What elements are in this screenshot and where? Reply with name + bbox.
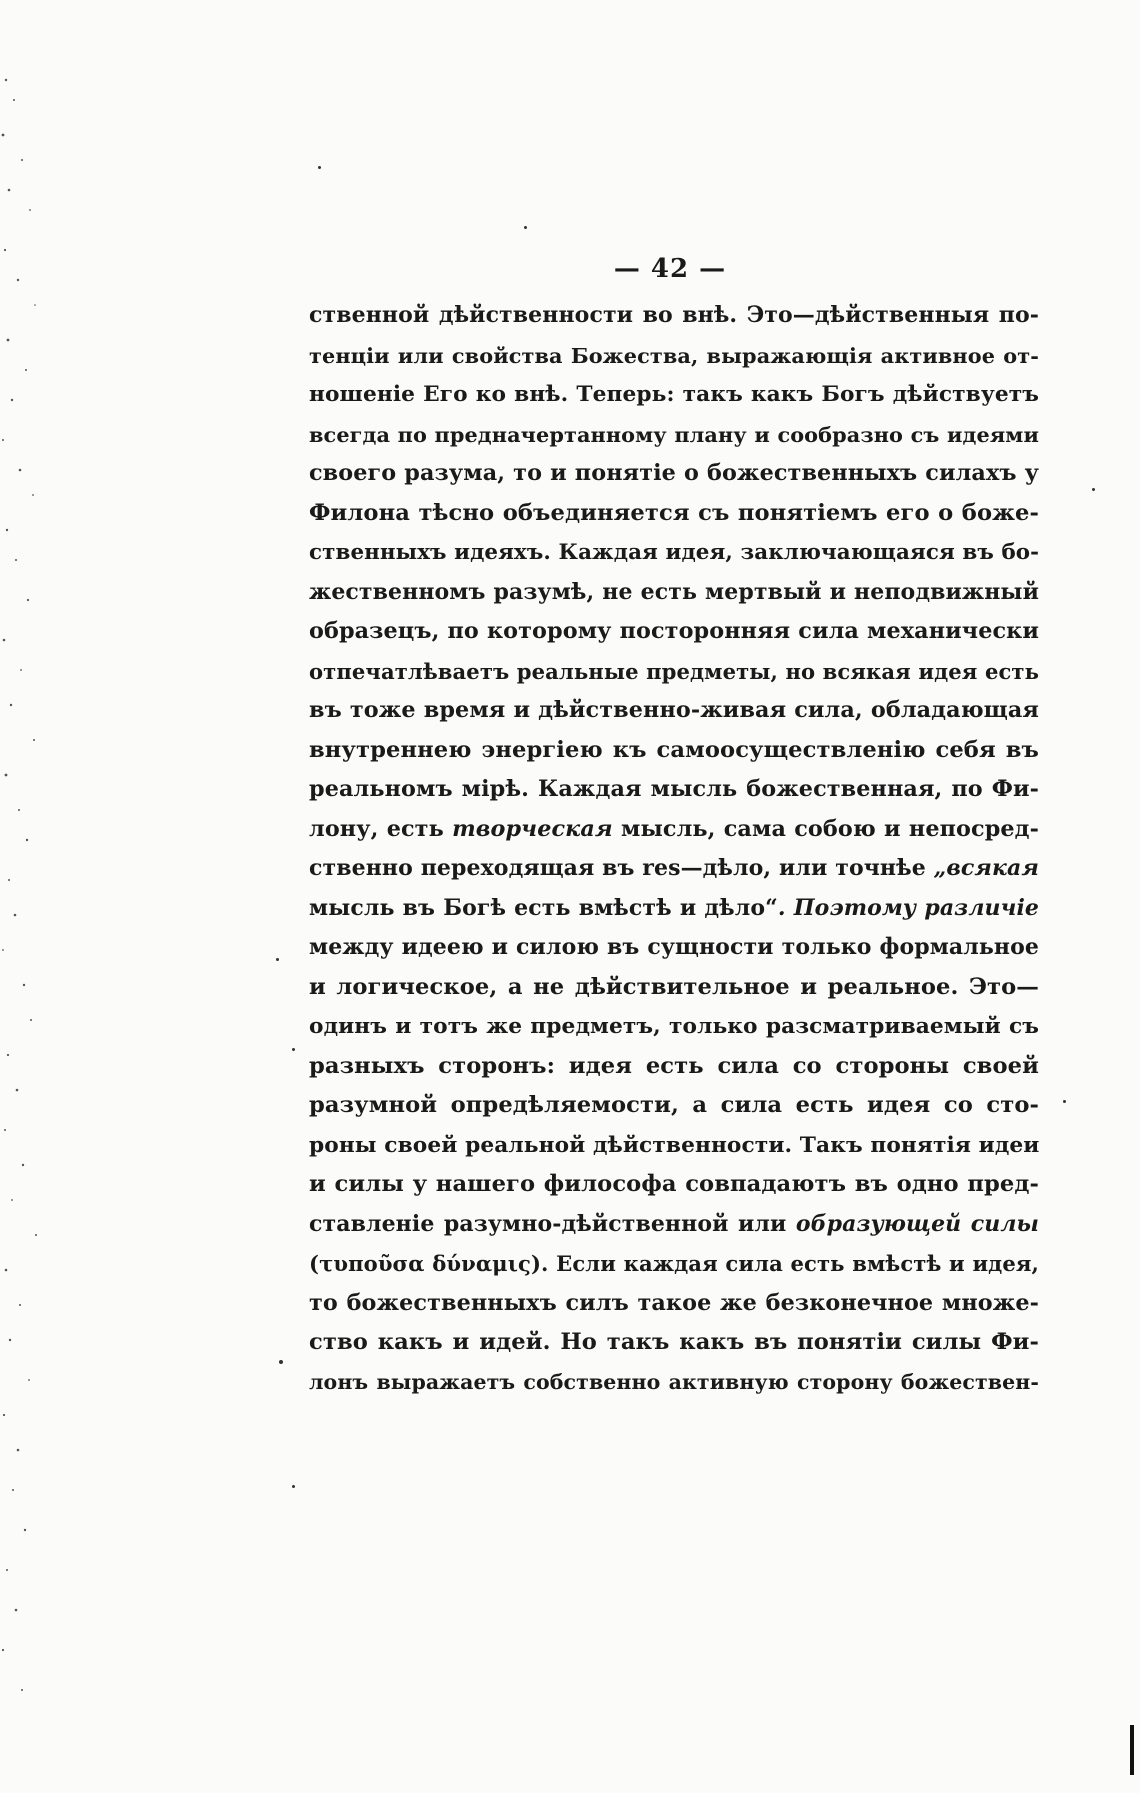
text-line [309, 849, 1039, 889]
text-line [309, 1363, 1039, 1403]
text-span: разныхъ сторонъ: идея есть сила со стороны своей [309, 1052, 1039, 1079]
text-span: ственныхъ идеяхъ. Каждая идея, заключающаяся въ бо- [309, 540, 1040, 565]
italic-text: „всякая [933, 855, 1039, 881]
binding-mark [1130, 1725, 1134, 1775]
text-span: одинъ и тотъ же предметъ, только разсматриваемый съ [309, 1014, 1039, 1039]
scan-speck [1092, 488, 1095, 491]
page-number: — 42 — [613, 254, 727, 284]
text-line [309, 1126, 1039, 1166]
text-line [309, 1323, 1039, 1363]
text-line [309, 415, 1039, 455]
text-line [309, 770, 1039, 810]
text-line [309, 1244, 1039, 1284]
text-span: ставленіе разумно-дѣйственной или [309, 1210, 796, 1237]
text-line [309, 1165, 1039, 1205]
text-span: жественномъ разумѣ, не есть мертвый и неподвижный [309, 578, 1039, 605]
text-span: тенціи или свойства Божества, выражающія активное от- [309, 342, 1039, 368]
body-text [309, 296, 1039, 1402]
text-line [309, 1086, 1039, 1126]
scan-speck [276, 958, 279, 961]
text-span: Филона тѣсно объединяется съ понятіемъ его о боже- [309, 499, 1039, 526]
text-line [309, 612, 1039, 652]
text-span: реальномъ мірѣ. Каждая мысль божественная, по Фи- [309, 776, 1039, 802]
text-span: роны своей реальной дѣйственности. Такъ понятія идеи [309, 1132, 1040, 1158]
text-line [309, 968, 1039, 1008]
text-line [309, 810, 1039, 850]
text-line [309, 652, 1039, 692]
italic-text: . Поэтому различіе [777, 894, 1039, 921]
text-span: внутреннею энергіею къ самоосуществленію себя въ [309, 736, 1039, 763]
text-span: ношеніе Его ко внѣ. Теперь: такъ какъ Богъ дѣйствуетъ [309, 382, 1039, 407]
text-line [309, 731, 1039, 771]
text-line [309, 928, 1039, 968]
text-line [309, 1047, 1039, 1087]
text-line [309, 336, 1039, 376]
text-span: своего разума, то и понятіе о божественныхъ силахъ у [309, 460, 1039, 486]
scan-speck [292, 1485, 295, 1488]
text-span: то божественныхъ силъ такое же безконечное множе- [309, 1289, 1039, 1316]
text-line [309, 494, 1039, 534]
text-line [309, 573, 1039, 613]
text-line [309, 691, 1039, 731]
text-span: отпечатлѣваетъ реальные предметы, но всякая идея есть [309, 658, 1039, 684]
text-line [309, 296, 1039, 336]
text-span: разумной опредѣляемости, а сила есть идея со сто- [309, 1092, 1039, 1118]
text-span: и силы у нашего философа совпадаютъ въ одно пред- [309, 1171, 1039, 1197]
text-span: всегда по предначертанному плану и сообразно съ идеями [309, 421, 1039, 447]
scan-speck [292, 1048, 295, 1051]
scan-speck [318, 166, 321, 169]
text-span: между идеею и силою въ сущности только формальное [309, 934, 1039, 960]
text-span: лону, есть [309, 815, 453, 842]
text-span: въ тоже время и дѣйственно-живая сила, обладающая [309, 697, 1039, 723]
text-span: ственно переходящая въ res—дѣло, или точнѣе [309, 855, 934, 881]
text-line [309, 454, 1039, 494]
text-line [309, 375, 1039, 415]
text-span: ственной дѣйственности во внѣ. Это—дѣйственныя по- [309, 302, 1039, 328]
text-line [309, 1284, 1039, 1324]
scan-speck [279, 1360, 283, 1364]
italic-text: образующей силы [795, 1210, 1040, 1237]
text-line [309, 1205, 1039, 1245]
text-span: образецъ, по которому посторонняя сила механически [309, 618, 1039, 644]
text-span: лонъ выражаетъ собственно активную сторону божествен- [309, 1369, 1039, 1394]
text-span: (τυποῦσα δύναμις). Если каждая сила есть вмѣстѣ и идея, [309, 1251, 1039, 1276]
binding-edge-noise [0, 40, 48, 1740]
text-span: и логическое, а не дѣйствительное и реальное. Это— [309, 973, 1039, 1000]
italic-text: творческая [452, 815, 613, 842]
scan-speck [1063, 1100, 1066, 1103]
text-span: мысль въ Богѣ есть вмѣстѣ и дѣло“ [309, 894, 778, 921]
text-span: мысль, сама собою и непосред- [612, 815, 1039, 842]
text-line [309, 889, 1039, 929]
text-span: ство какъ и идей. Но такъ какъ въ понятіи силы Фи- [309, 1329, 1039, 1355]
text-line [309, 1007, 1039, 1047]
scan-speck [524, 226, 527, 229]
text-line [309, 533, 1039, 573]
